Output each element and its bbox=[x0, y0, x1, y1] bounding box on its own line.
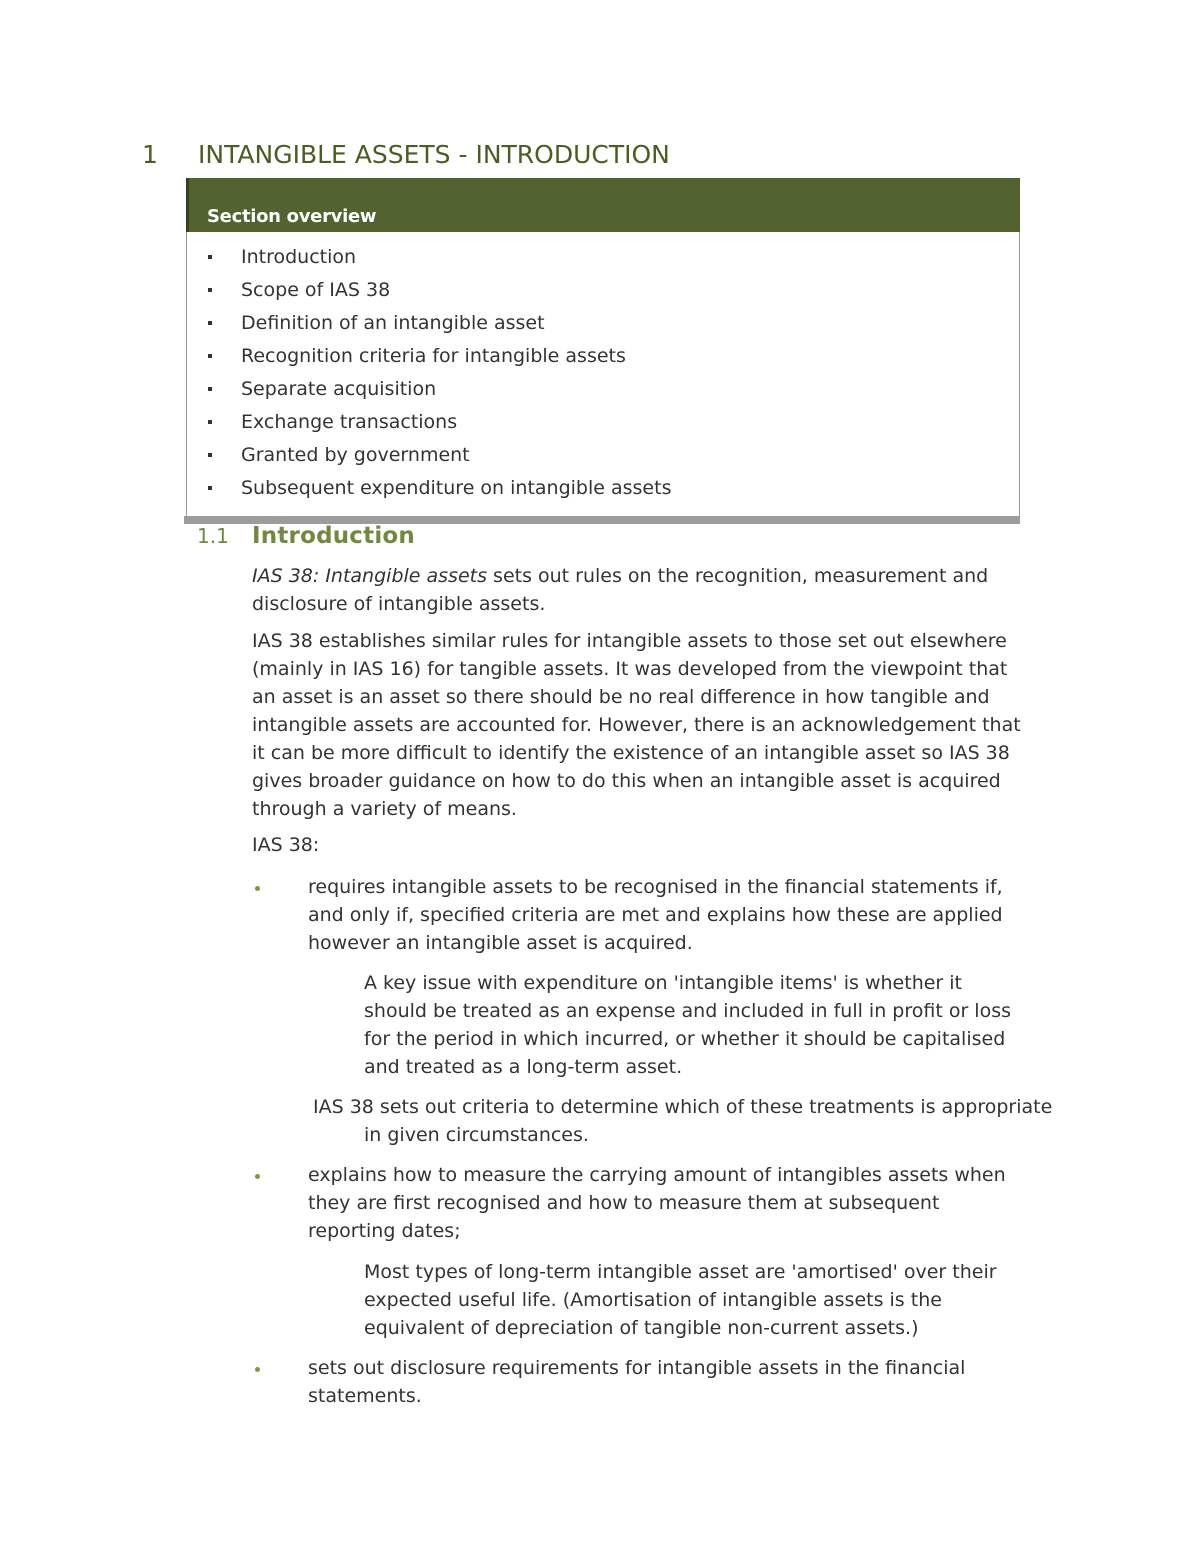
section-overview-box bbox=[186, 178, 1020, 517]
heading-title: INTANGIBLE ASSETS - INTRODUCTION bbox=[198, 140, 670, 169]
indented-note: A key issue with expenditure on 'intangible items' is whether it should be treated as an expense and included in full in profit or loss for the period in which incurred, or whether it should be capitalised and treated as a long-term asset. bbox=[364, 972, 1012, 1078]
paragraph-intro: IAS 38: Intangible assets sets out rules on the recognition, measurement and disclosure of intangible assets. bbox=[252, 565, 989, 615]
subsection-heading bbox=[197, 523, 415, 549]
square-bullet-icon bbox=[208, 387, 212, 391]
square-bullet-icon bbox=[208, 453, 212, 457]
overview-item: Granted by government bbox=[187, 444, 671, 477]
square-bullet-icon bbox=[208, 486, 212, 490]
overview-item: Recognition criteria for intangible assets bbox=[187, 345, 671, 378]
list-item: sets out disclosure requirements for intangible assets in the financial statements. bbox=[308, 1354, 1018, 1410]
square-bullet-icon bbox=[208, 354, 212, 358]
overview-item: Exchange transactions bbox=[187, 411, 671, 444]
bullet-icon bbox=[255, 1174, 260, 1179]
section-overview-list bbox=[187, 246, 671, 510]
overview-item: Definition of an intangible asset bbox=[187, 312, 671, 345]
square-bullet-icon bbox=[208, 255, 212, 259]
bullet-icon bbox=[255, 1367, 260, 1372]
paragraph-body: IAS 38 establishes similar rules for intangible assets to those set out elsewhere (mainly in IAS 16) for tangible assets. It was developed from the viewpoint that an asset is an asset so there should be no real difference in how tangible and intangible assets are accounted for. However, there is an acknowledgement that it can be more difficult to identify the existence of an intangible asset so IAS 38 gives broader guidance on how to do this when an intangible asset is acquired through a variety of means. bbox=[252, 630, 1021, 820]
indented-note: IAS 38 sets out criteria to determine which of these treatments is appropriate in given circumstances. bbox=[313, 1096, 1053, 1146]
page-heading bbox=[142, 140, 670, 169]
bullet-icon bbox=[255, 886, 260, 891]
subsection-title: Introduction bbox=[252, 523, 415, 549]
overview-item: Subsequent expenditure on intangible assets bbox=[187, 477, 671, 510]
standard-title: IAS 38: Intangible assets bbox=[252, 565, 487, 587]
indented-note: Most types of long-term intangible asset are 'amortised' over their expected useful life. (Amortisation of intangible assets is the equivalent of depreciation of tangible non-current assets.) bbox=[364, 1261, 997, 1339]
heading-number: 1 bbox=[142, 140, 158, 169]
overview-item: Scope of IAS 38 bbox=[187, 279, 671, 312]
square-bullet-icon bbox=[208, 420, 212, 424]
list-item: requires intangible assets to be recognised in the financial statements if, and only if, specified criteria are met and explains how these are applied however an intangible asset is acquired. bbox=[308, 873, 1018, 957]
square-bullet-icon bbox=[208, 288, 212, 292]
subsection-number: 1.1 bbox=[197, 524, 229, 548]
overview-item: Separate acquisition bbox=[187, 378, 671, 411]
overview-item: Introduction bbox=[187, 246, 671, 279]
paragraph-list-lead: IAS 38: bbox=[252, 834, 320, 856]
square-bullet-icon bbox=[208, 321, 212, 325]
list-item: explains how to measure the carrying amount of intangibles assets when they are first recognised and how to measure them at subsequent reporting dates; bbox=[308, 1161, 1018, 1245]
section-overview-title: Section overview bbox=[207, 206, 377, 227]
